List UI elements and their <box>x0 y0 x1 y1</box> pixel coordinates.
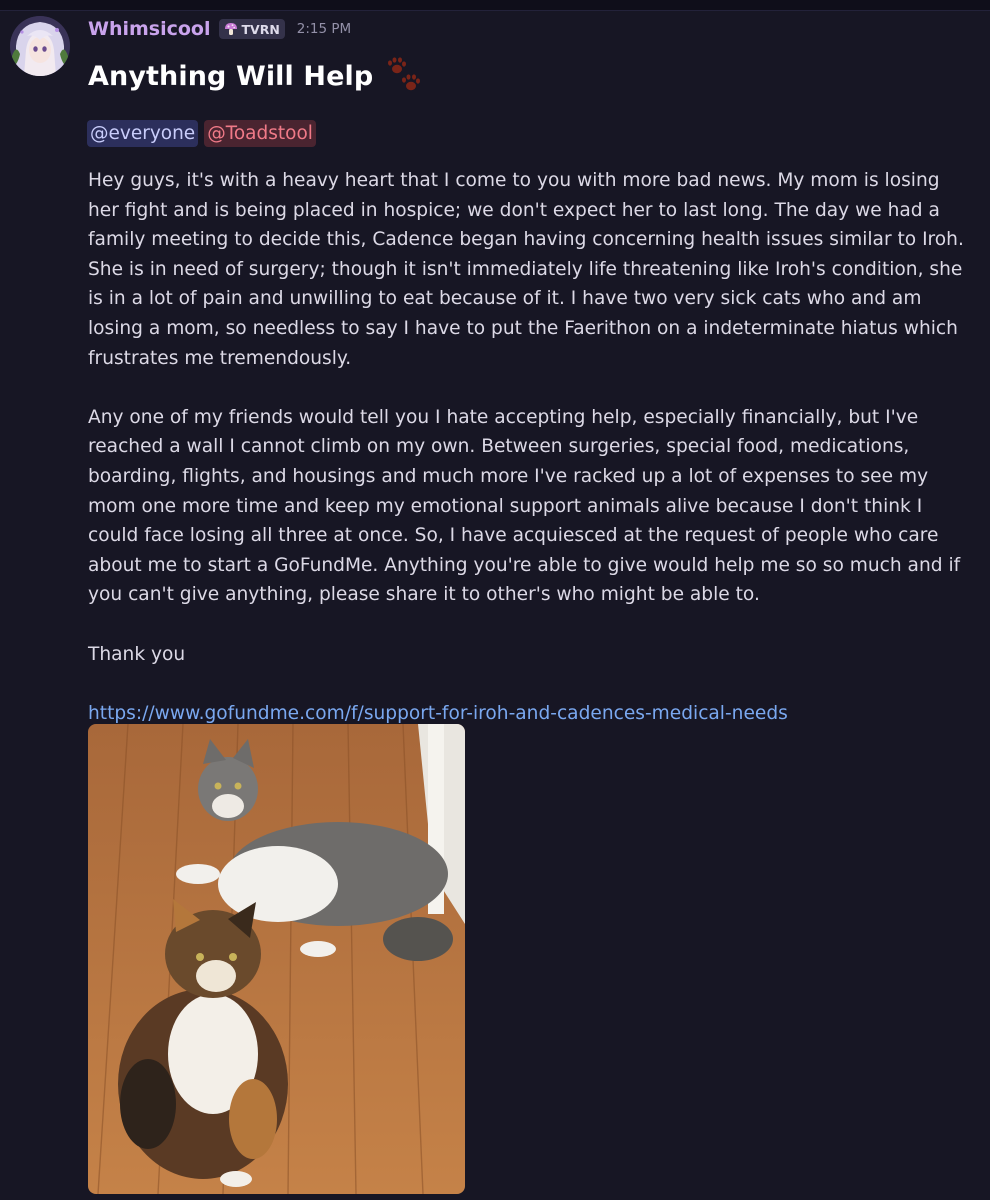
message-title <box>88 54 425 98</box>
paragraph-1: Hey guys, it's with a heavy heart that I come to you with more bad news. My mom is losing her fight and is being placed in hospice; we don't expect her to last long. The day we had a family meeting to decide this, Cadence began having concerning health issues similar to Iroh. She is in need of surgery; though it isn't immediately life threatening like Iroh's condition, she is in a lot of pain and unwilling to eat because of it. I have two very sick cats who and am losing a mom, so needless to say I have to put the Faerithon on a indeterminate hiatus which frustrates me tremendously. <box>88 170 964 369</box>
mention-role-toadstool[interactable]: @Toadstool <box>204 120 316 147</box>
server-tag[interactable] <box>219 19 285 39</box>
cats-photo <box>88 724 465 1194</box>
message-header <box>88 14 351 44</box>
mushroom-icon <box>223 21 239 37</box>
mention-everyone[interactable]: @everyone <box>87 120 198 147</box>
avatar[interactable] <box>10 16 70 76</box>
server-tag-label: TVRN <box>241 21 280 37</box>
avatar-image <box>10 16 70 76</box>
chat-message <box>0 10 990 1200</box>
gofundme-link[interactable]: https://www.gofundme.com/f/support-for-iroh-and-cadences-medical-needs <box>88 702 788 724</box>
image-attachment[interactable] <box>88 724 465 1194</box>
username[interactable]: Whimsicool <box>88 18 211 40</box>
paw-prints-icon <box>383 55 425 97</box>
timestamp[interactable]: 2:15 PM <box>296 21 352 37</box>
title-text: Anything Will Help <box>88 60 374 92</box>
message-body <box>88 166 968 728</box>
mentions <box>87 120 316 147</box>
paragraph-3: Thank you <box>88 643 186 665</box>
paragraph-2: Any one of my friends would tell you I hate accepting help, especially financially, but I've reached a wall I cannot climb on my own. Between surgeries, special food, medications, boarding, flights, and housings and much more I've racked up a lot of expenses to see my mom one more time and keep my emotional support animals alive because I don't think I could face losing all three at once. So, I have acquiesced at the request of people who care about me to start a GoFundMe. Anything you're able to give would help me so so much and if you can't give anything, please share it to other's who might be able to. <box>88 406 961 606</box>
